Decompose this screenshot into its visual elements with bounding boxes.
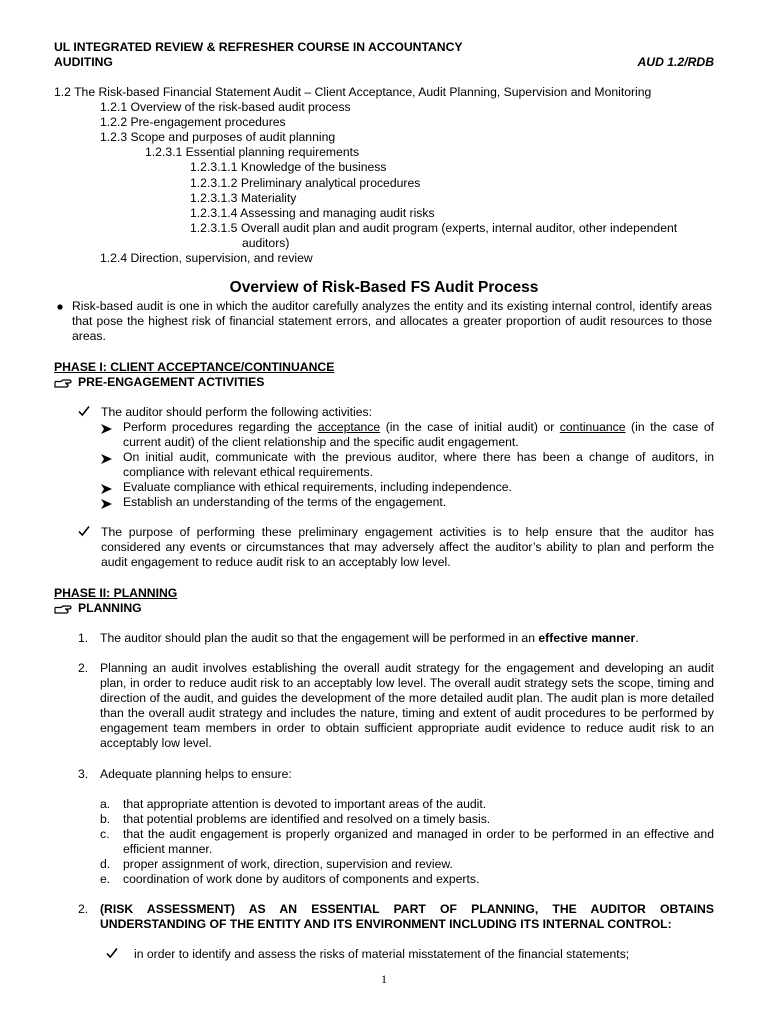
- pointing-hand-icon: [54, 604, 74, 619]
- list-number: 3.: [78, 767, 89, 781]
- outline-item: auditors): [242, 236, 290, 250]
- letter-item: that potential problems are identified and resolved on a timely basis.: [123, 812, 491, 826]
- bullet-dot-icon: [56, 300, 64, 315]
- arrow-item: Perform procedures regarding the acceptance (in the case of initial audit) or continuance (in the case of current audit) of the client relationship and the specific audit engagement.: [123, 420, 714, 449]
- outline-item: 1.2.3 Scope and purposes of audit planning: [100, 130, 336, 144]
- phase1-subheading: PRE-ENGAGEMENT ACTIVITIES: [78, 375, 265, 389]
- letter-item: that the audit engagement is properly organized and managed in order to be performed in an effective and efficient manner.: [123, 827, 714, 856]
- letter-label: c.: [100, 827, 110, 841]
- course-title: UL INTEGRATED REVIEW & REFRESHER COURSE IN ACCOUNTANCY: [54, 40, 463, 54]
- risk-assessment-heading: (RISK ASSESSMENT) AS AN ESSENTIAL PART OF PLANNING, THE AUDITOR OBTAINS UNDERSTANDING OF THE ENTITY AND ITS ENVIRONMENT INCLUDING ITS INTERNAL CONTROL:: [100, 902, 714, 931]
- letter-label: e.: [100, 872, 111, 886]
- outline-item: 1.2.3.1.4 Assessing and managing audit risks: [190, 206, 435, 220]
- arrowhead-bullet-icon: [101, 423, 112, 438]
- letter-item: coordination of work done by auditors of components and experts.: [123, 872, 480, 886]
- outline-item: 1.2.3.1.3 Materiality: [190, 191, 297, 205]
- outline-item: 1.2.3.1.5 Overall audit plan and audit program (experts, internal auditor, other independent: [190, 221, 678, 235]
- checkmark-icon: [106, 947, 118, 963]
- overview-paragraph: Risk-based audit is one in which the auditor carefully analyzes the entity and its existing internal control, identify areas that pose the highest risk of financial statement errors, and allocates a greater proportion of audit resources to those areas.: [72, 299, 712, 343]
- arrowhead-bullet-icon: [101, 483, 112, 498]
- page-number: 1: [381, 972, 387, 986]
- outline-item: 1.2.3.1.1 Knowledge of the business: [190, 160, 387, 174]
- phase1-heading: PHASE I: CLIENT ACCEPTANCE/CONTINUANCE: [54, 360, 335, 374]
- letter-label: b.: [100, 812, 111, 826]
- list-number: 2.: [78, 902, 89, 916]
- letter-label: a.: [100, 797, 111, 811]
- outline-item: 1.2.1 Overview of the risk-based audit process: [100, 100, 351, 114]
- letter-label: d.: [100, 857, 111, 871]
- check-item: The auditor should perform the following activities:: [101, 405, 372, 419]
- arrow-item: Establish an understanding of the terms of the engagement.: [123, 495, 447, 509]
- outline-item: 1.2.2 Pre-engagement procedures: [100, 115, 286, 129]
- document-code: AUD 1.2/RDB: [637, 55, 714, 69]
- arrow-item: On initial audit, communicate with the previous auditor, where there has been a change of auditors, in compliance with relevant ethical requirements.: [123, 450, 714, 479]
- list-item: Adequate planning helps to ensure:: [100, 767, 292, 781]
- outline-item: 1.2.3.1.2 Preliminary analytical procedures: [190, 176, 421, 190]
- outline-item: 1.2 The Risk-based Financial Statement Audit – Client Acceptance, Audit Planning, Supervision and Monitoring: [54, 85, 652, 99]
- checkmark-icon: [78, 525, 90, 541]
- list-number: 2.: [78, 661, 89, 675]
- check-item: in order to identify and assess the risks of material misstatement of the financial statements;: [134, 947, 630, 961]
- section-title: Overview of Risk-Based FS Audit Process: [229, 279, 539, 296]
- letter-item: that appropriate attention is devoted to important areas of the audit.: [123, 797, 487, 811]
- list-item: Planning an audit involves establishing the overall audit strategy for the engagement and developing an audit plan, in order to reduce audit risk to an acceptably low level. The overall audit strategy sets the scope, timing and direction of the audit, and guides the development of the more detailed audit plan. The audit plan is more detailed than the overall audit strategy and includes the nature, timing and extent of audit procedures to be performed by engagement team members in order to obtain sufficient appropriate audit evidence to reduce audit risk to an acceptably low level.: [100, 661, 714, 750]
- phase2-subheading: PLANNING: [78, 601, 142, 615]
- outline-item: 1.2.4 Direction, supervision, and review: [100, 251, 313, 265]
- list-item: The auditor should plan the audit so that the engagement will be performed in an effective manner.: [100, 631, 639, 645]
- arrowhead-bullet-icon: [101, 453, 112, 468]
- letter-item: proper assignment of work, direction, supervision and review.: [123, 857, 453, 871]
- outline-item: 1.2.3.1 Essential planning requirements: [145, 145, 360, 159]
- arrowhead-bullet-icon: [101, 498, 112, 513]
- phase2-heading: PHASE II: PLANNING: [54, 586, 178, 600]
- subject-label: AUDITING: [54, 55, 113, 69]
- arrow-item: Evaluate compliance with ethical requirements, including independence.: [123, 480, 512, 494]
- checkmark-icon: [78, 405, 90, 421]
- list-number: 1.: [78, 631, 89, 645]
- pointing-hand-icon: [54, 378, 74, 393]
- check-paragraph: The purpose of performing these preliminary engagement activities is to help ensure that the auditor has considered any events or circumstances that may adversely affect the auditor’s ability to plan and perform the audit engagement to reduce audit risk to an acceptably low level.: [101, 525, 714, 569]
